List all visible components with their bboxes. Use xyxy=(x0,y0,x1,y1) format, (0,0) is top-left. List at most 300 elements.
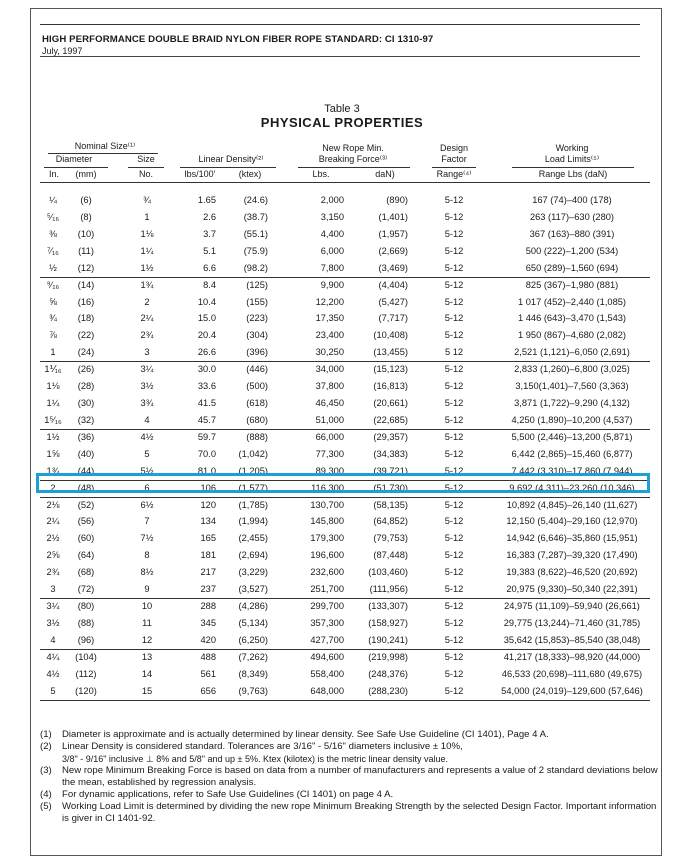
header-design: Design xyxy=(439,143,468,153)
footnote-key: (1) xyxy=(40,729,52,740)
cell-wll-range: 46,533 (20,698)–111,680 (49,675) xyxy=(501,668,643,679)
cell-ktex: (7,262) xyxy=(238,651,268,662)
cell-lbs100: 20.4 xyxy=(197,330,216,341)
cell-lbs100: 1.65 xyxy=(197,195,216,205)
cell-breaking-lbs: 145,800 xyxy=(310,516,344,527)
cell-ktex: (4,286) xyxy=(238,601,268,612)
cell-breaking-dan: (1,401) xyxy=(378,211,408,222)
cell-breaking-dan: (13,455) xyxy=(373,347,408,358)
cell-breaking-lbs: 427,700 xyxy=(310,634,344,645)
cell-breaking-dan: (34,383) xyxy=(373,448,408,459)
cell-diameter: ¾ xyxy=(49,313,57,324)
footnote xyxy=(40,801,660,825)
cell-diameter: 3 xyxy=(50,584,56,595)
cell-ktex: (2,694) xyxy=(238,550,268,561)
footnote-text: Diameter is approximate and is actually determined by linear density. See Safe Use Guideline (CI 1401), Page 4 A. xyxy=(62,729,549,740)
cell-ktex: (223) xyxy=(246,313,268,324)
cell-mm: (22) xyxy=(77,330,95,341)
cell-lbs100: 45.7 xyxy=(197,414,216,425)
header-ktex: (ktex) xyxy=(238,169,262,179)
cell-diameter: 3½ xyxy=(46,618,60,628)
cell-diameter: 4 xyxy=(50,634,56,645)
row-divider xyxy=(40,361,650,362)
header-breaking-line1: New Rope Min. xyxy=(322,143,384,153)
cell-diameter: 2¼ xyxy=(46,516,60,527)
cell-mm: (30) xyxy=(77,398,95,409)
cell-diameter: ⅝ xyxy=(49,296,57,307)
cell-size: 1 xyxy=(144,211,150,222)
cell-breaking-dan: (79,753) xyxy=(373,533,408,544)
cell-mm: (28) xyxy=(77,381,95,392)
footnote xyxy=(40,765,660,789)
header-rule xyxy=(40,56,640,57)
cell-size: 12 xyxy=(141,634,153,645)
cell-lbs100: 237 xyxy=(200,584,216,595)
cell-size: 3 xyxy=(144,347,150,358)
cell-breaking-lbs: 89,300 xyxy=(315,465,344,476)
cell-mm: (104) xyxy=(75,651,97,662)
cell-lbs100: 30.0 xyxy=(197,364,216,375)
cell-ktex: (618) xyxy=(246,398,268,409)
footnotes xyxy=(40,729,660,825)
cell-lbs100: 288 xyxy=(200,601,216,612)
cell-breaking-dan: (190,241) xyxy=(368,634,408,645)
cell-diameter: 1⅛ xyxy=(46,381,60,392)
cell-size: 13 xyxy=(141,651,153,662)
cell-ktex: (1,785) xyxy=(238,499,268,510)
cell-size: 3¾ xyxy=(140,398,154,409)
cell-design-range: 5-12 xyxy=(444,330,464,341)
cell-lbs100: 3.7 xyxy=(203,228,216,239)
cell-design-range: 5-12 xyxy=(444,685,464,696)
cell-breaking-lbs: 299,700 xyxy=(310,601,344,612)
cell-ktex: (3,527) xyxy=(238,584,268,595)
cell-breaking-lbs: 17,350 xyxy=(315,313,344,324)
cell-ktex: (125) xyxy=(246,279,268,290)
cell-design-range: 5-12 xyxy=(444,601,464,612)
cell-diameter: ⅞ xyxy=(49,330,57,341)
cell-breaking-lbs: 46,450 xyxy=(315,398,344,409)
cell-ktex: (55.1) xyxy=(243,228,268,239)
cell-breaking-lbs: 2,000 xyxy=(320,195,344,205)
cell-wll-range: 10,892 (4,845)–26,140 (11,627) xyxy=(506,499,638,510)
cell-breaking-dan: (890) xyxy=(386,195,408,205)
cell-size: 7 xyxy=(144,516,150,527)
cell-breaking-lbs: 232,600 xyxy=(310,567,344,578)
cell-breaking-lbs: 558,400 xyxy=(310,668,344,679)
footnote-text: Working Load Limit is determined by dividing the new rope Minimum Breaking Strength by the selected Design Factor. Important information is giver in CI 1401-92. xyxy=(62,801,657,824)
cell-ktex: (888) xyxy=(246,431,268,442)
cell-design-range: 5-12 xyxy=(444,211,464,222)
cell-size: ¾ xyxy=(143,195,151,205)
cell-size: 2¾ xyxy=(140,330,154,341)
cell-size: 10 xyxy=(141,601,153,612)
cell-breaking-dan: (4,404) xyxy=(378,279,408,290)
cell-size: 3½ xyxy=(140,381,154,392)
cell-mm: (32) xyxy=(77,414,95,425)
cell-ktex: (2,455) xyxy=(238,533,268,544)
cell-design-range: 5-12 xyxy=(444,584,464,595)
cell-wll-range: 16,383 (7,287)–39,320 (17,490) xyxy=(506,550,638,561)
document-date: July, 1997 xyxy=(42,46,83,56)
cell-breaking-dan: (3,469) xyxy=(378,262,408,273)
header-rule-diameter xyxy=(44,167,108,168)
cell-design-range: 5-12 xyxy=(444,482,464,493)
cell-design-range: 5-12 xyxy=(444,262,464,273)
cell-breaking-dan: (39,721) xyxy=(373,465,408,476)
cell-design-range: 5 12 xyxy=(444,347,464,358)
cell-mm: (36) xyxy=(77,431,95,442)
cell-size: 8 xyxy=(144,550,150,561)
row-divider xyxy=(40,598,650,599)
header-breaking-line2: Breaking Force⁽³⁾ xyxy=(318,154,388,164)
footnote-text: For dynamic applications, refer to Safe Use Guidelines (CI 1401) on page 4 A. xyxy=(62,789,394,800)
cell-breaking-lbs: 77,300 xyxy=(315,448,344,459)
cell-breaking-dan: (15,123) xyxy=(373,364,408,375)
cell-design-range: 5-12 xyxy=(444,296,464,307)
cell-ktex: (38.7) xyxy=(243,211,268,222)
cell-wll-range: 1 950 (867)–4,680 (2,082) xyxy=(517,330,627,341)
cell-breaking-lbs: 251,700 xyxy=(310,584,344,595)
cell-size: 15 xyxy=(141,685,153,696)
cell-mm: (72) xyxy=(77,584,95,595)
cell-wll-range: 3,150(1,401)–7,560 (3,363) xyxy=(515,381,629,392)
cell-breaking-lbs: 30,250 xyxy=(315,347,344,358)
cell-diameter: 5 xyxy=(50,685,56,696)
cell-diameter: 1⅝ xyxy=(46,448,60,459)
cell-breaking-lbs: 34,000 xyxy=(315,364,344,375)
cell-ktex: (446) xyxy=(246,364,268,375)
cell-wll-range: 35,642 (15,853)–85,540 (38,048) xyxy=(503,634,641,645)
cell-mm: (11) xyxy=(78,245,94,256)
cell-breaking-lbs: 179,300 xyxy=(310,533,344,544)
cell-design-range: 5-12 xyxy=(444,279,464,290)
cell-ktex: (98.2) xyxy=(243,262,268,273)
cell-diameter: 2 xyxy=(50,482,56,493)
table-number: Table 3 xyxy=(324,103,360,115)
cell-lbs100: 165 xyxy=(200,533,216,544)
cell-mm: (10) xyxy=(77,228,95,239)
cell-breaking-dan: (1,957) xyxy=(378,228,408,239)
cell-breaking-dan: (22,685) xyxy=(373,414,408,425)
row-divider xyxy=(40,497,650,498)
cell-design-range: 5-12 xyxy=(444,431,464,442)
footnote-text: Linear Density is considered standard. Tolerances are 3/16" - 5/16" diameters inclusive ± 10%, xyxy=(62,741,463,752)
cell-design-range: 5-12 xyxy=(444,499,464,510)
cell-design-range: 5-12 xyxy=(444,651,464,662)
cell-mm: (6) xyxy=(80,195,92,205)
cell-diameter: 1⅟₁₆ xyxy=(44,364,62,375)
cell-wll-range: 367 (163)–880 (391) xyxy=(529,228,615,239)
cell-mm: (14) xyxy=(77,279,95,290)
cell-lbs100: 70.0 xyxy=(197,448,216,459)
header-nominal-size: Nominal Size⁽¹⁾ xyxy=(74,141,136,151)
header-range: Range⁽⁴⁾ xyxy=(436,169,472,179)
header-bottom-rule xyxy=(40,182,650,183)
footnote-key: (2) xyxy=(40,741,52,752)
cell-size: 14 xyxy=(141,668,153,679)
cell-breaking-dan: (2,669) xyxy=(378,245,408,256)
header-load-limits: Load Limits⁽⁵⁾ xyxy=(544,154,600,164)
cell-mm: (56) xyxy=(77,516,95,527)
cell-design-range: 5-12 xyxy=(444,228,464,239)
cell-mm: (60) xyxy=(77,533,95,544)
cell-size: 3¼ xyxy=(140,364,154,375)
cell-wll-range: 6,442 (2,865)–15,460 (6,877) xyxy=(511,448,633,459)
cell-breaking-dan: (20,661) xyxy=(373,398,408,409)
cell-lbs100: 345 xyxy=(200,618,216,628)
cell-mm: (112) xyxy=(75,668,97,679)
row-divider xyxy=(40,277,650,278)
cell-mm: (8) xyxy=(80,211,92,222)
cell-size: 6 xyxy=(144,482,150,493)
cell-diameter: 3¼ xyxy=(46,601,60,612)
table-title: PHYSICAL PROPERTIES xyxy=(260,115,424,130)
cell-breaking-lbs: 12,200 xyxy=(315,296,344,307)
cell-ktex: (396) xyxy=(246,347,268,358)
cell-lbs100: 106 xyxy=(200,482,216,493)
cell-mm: (40) xyxy=(77,448,95,459)
cell-wll-range: 7,442 (3,310)–17,860 (7,944) xyxy=(511,465,633,476)
header-size: Size xyxy=(137,154,155,164)
cell-design-range: 5-12 xyxy=(444,381,464,392)
cell-breaking-lbs: 116,300 xyxy=(311,482,344,493)
cell-diameter: 1¾ xyxy=(46,465,60,476)
cell-ktex: (1,042) xyxy=(238,448,268,459)
header-factor: Factor xyxy=(441,154,467,164)
cell-breaking-lbs: 66,000 xyxy=(315,431,344,442)
cell-design-range: 5-12 xyxy=(444,313,464,324)
cell-design-range: 5-12 xyxy=(444,195,464,205)
footnote-text: New rope Minimum Breaking Force is based on data from a number of manufacturers and represents a value of 2 standard deviations below the mean, established by regression analysis. xyxy=(62,765,658,788)
cell-design-range: 5-12 xyxy=(444,618,464,628)
cell-diameter: 1⁵⁄₁₆ xyxy=(44,414,62,425)
cell-breaking-dan: (16,813) xyxy=(373,381,408,392)
footnote-key: (3) xyxy=(40,765,52,776)
cell-breaking-dan: (29,357) xyxy=(373,431,408,442)
cell-mm: (26) xyxy=(77,364,95,375)
document-title: HIGH PERFORMANCE DOUBLE BRAID NYLON FIBER ROPE STANDARD: CI 1310-97 xyxy=(42,34,434,45)
cell-diameter: ½ xyxy=(49,262,57,273)
cell-breaking-dan: (64,852) xyxy=(373,516,408,527)
cell-diameter: 4½ xyxy=(46,668,60,679)
cell-lbs100: 8.4 xyxy=(203,279,216,290)
cell-mm: (120) xyxy=(75,685,97,696)
cell-lbs100: 81.0 xyxy=(197,465,216,476)
footnote-text: 3/8" - 9/16" inclusive ⊥ 8% and 5/8" and up ± 5%. Ktex (kilotex) is the metric linear density value. xyxy=(62,754,449,764)
cell-lbs100: 59.7 xyxy=(197,431,216,442)
cell-diameter: ¼ xyxy=(49,195,57,205)
cell-mm: (68) xyxy=(77,567,95,578)
cell-lbs100: 120 xyxy=(200,499,216,510)
cell-wll-range: 14,942 (6,646)–35,860 (15,951) xyxy=(506,533,638,544)
cell-diameter: 2⅛ xyxy=(46,499,60,510)
cell-ktex: (500) xyxy=(246,381,268,392)
cell-breaking-dan: (5,427) xyxy=(378,296,408,307)
footnote-key: (4) xyxy=(40,789,52,800)
cell-ktex: (680) xyxy=(246,414,268,425)
cell-size: 2 xyxy=(144,296,150,307)
cell-breaking-lbs: 23,400 xyxy=(315,330,344,341)
cell-breaking-dan: (51,730) xyxy=(373,482,408,493)
cell-wll-range: 12,150 (5,404)–29,160 (12,970) xyxy=(506,516,638,527)
cell-mm: (16) xyxy=(77,296,95,307)
footnote xyxy=(40,729,660,741)
cell-size: 11 xyxy=(142,618,152,628)
cell-ktex: (1,577) xyxy=(238,482,268,493)
header-mm: (mm) xyxy=(75,169,97,179)
cell-design-range: 5-12 xyxy=(444,364,464,375)
cell-diameter: 2⅝ xyxy=(46,550,60,561)
cell-size: 2¼ xyxy=(140,313,154,324)
cell-size: 8½ xyxy=(140,567,154,578)
cell-breaking-dan: (58,135) xyxy=(373,499,408,510)
cell-diameter: 1 xyxy=(50,347,56,358)
cell-breaking-lbs: 6,000 xyxy=(320,245,344,256)
header-no: No. xyxy=(138,169,153,179)
header-rule-density xyxy=(180,167,276,168)
cell-design-range: 5-12 xyxy=(444,668,464,679)
header-rule-wll xyxy=(512,167,634,168)
cell-wll-range: 500 (222)–1,200 (534) xyxy=(525,245,619,256)
cell-breaking-dan: (288,230) xyxy=(368,685,408,696)
footnote xyxy=(40,741,660,753)
cell-lbs100: 2.6 xyxy=(203,211,216,222)
footnote xyxy=(40,789,660,801)
header-lbs100: lbs/100' xyxy=(184,169,216,179)
cell-wll-range: 20,975 (9,330)–50,340 (22,391) xyxy=(506,584,638,595)
cell-mm: (12) xyxy=(77,262,95,273)
cell-ktex: (9,763) xyxy=(238,685,268,696)
cell-wll-range: 825 (367)–1,980 (881) xyxy=(525,279,619,290)
cell-mm: (80) xyxy=(77,601,95,612)
footnote-key: (5) xyxy=(40,801,52,812)
cell-mm: (48) xyxy=(77,482,95,493)
cell-wll-range: 2,521 (1,121)–6,050 (2,691) xyxy=(514,347,630,358)
cell-lbs100: 26.6 xyxy=(197,347,216,358)
cell-breaking-lbs: 4,400 xyxy=(320,228,344,239)
cell-size: 6½ xyxy=(140,499,154,510)
cell-lbs100: 561 xyxy=(200,668,216,679)
cell-ktex: (6,250) xyxy=(238,634,268,645)
cell-breaking-dan: (158,927) xyxy=(368,618,408,628)
cell-size: 1¼ xyxy=(140,245,154,256)
cell-ktex: (1,205) xyxy=(238,465,268,476)
cell-wll-range: 2,833 (1,260)–6,800 (3,025) xyxy=(514,364,630,375)
cell-breaking-lbs: 494,600 xyxy=(310,651,344,662)
footnote-continuation xyxy=(40,753,660,765)
cell-mm: (96) xyxy=(77,634,95,645)
header-in: In. xyxy=(48,169,59,179)
cell-design-range: 5-12 xyxy=(444,448,464,459)
cell-ktex: (24.6) xyxy=(243,195,268,205)
cell-mm: (18) xyxy=(77,313,95,324)
cell-diameter: 1¼ xyxy=(46,398,60,409)
cell-breaking-lbs: 7,800 xyxy=(320,262,344,273)
cell-breaking-lbs: 9,900 xyxy=(320,279,344,290)
header-working: Working xyxy=(555,143,589,153)
cell-diameter: 4¼ xyxy=(46,651,60,662)
cell-lbs100: 6.6 xyxy=(203,262,216,273)
cell-size: 4½ xyxy=(140,431,154,442)
cell-lbs100: 488 xyxy=(200,651,216,662)
cell-lbs100: 33.6 xyxy=(197,381,216,392)
header-diameter: Diameter xyxy=(55,154,93,164)
cell-lbs100: 41.5 xyxy=(197,398,216,409)
cell-wll-range: 5,500 (2,446)–13,200 (5,871) xyxy=(511,431,633,442)
cell-design-range: 5-12 xyxy=(444,634,464,645)
cell-breaking-dan: (10,408) xyxy=(373,330,408,341)
cell-mm: (52) xyxy=(77,499,95,510)
header-rule-breaking xyxy=(298,167,410,168)
cell-ktex: (1,994) xyxy=(238,516,268,527)
row-divider xyxy=(40,429,650,430)
cell-lbs100: 656 xyxy=(200,685,216,696)
cell-breaking-dan: (133,307) xyxy=(368,601,408,612)
cell-diameter: ⁵⁄₁₆ xyxy=(46,211,60,222)
cell-mm: (64) xyxy=(77,550,95,561)
cell-wll-range: 4,250 (1,890)–10,200 (4,537) xyxy=(511,414,633,425)
cell-diameter: ⁷⁄₁₆ xyxy=(47,245,59,256)
row-divider xyxy=(40,649,650,650)
cell-size: 1½ xyxy=(140,262,154,273)
cell-wll-range: 1 446 (643)–3,470 (1,543) xyxy=(517,313,627,324)
cell-size: 5½ xyxy=(140,465,154,476)
cell-breaking-lbs: 3,150 xyxy=(320,211,344,222)
cell-ktex: (5,134) xyxy=(238,618,268,628)
cell-lbs100: 5.1 xyxy=(203,245,216,256)
cell-size: 9 xyxy=(144,584,150,595)
cell-ktex: (3,229) xyxy=(238,567,268,578)
cell-breaking-lbs: 357,300 xyxy=(310,618,344,628)
cell-breaking-dan: (248,376) xyxy=(368,668,408,679)
cell-design-range: 5-12 xyxy=(444,516,464,527)
cell-wll-range: 29,775 (13,244)–71,460 (31,785) xyxy=(503,618,641,628)
header-linear-density: Linear Density⁽²⁾ xyxy=(198,154,264,164)
cell-size: 5 xyxy=(144,448,150,459)
cell-breaking-dan: (7,717) xyxy=(378,313,408,324)
cell-wll-range: 263 (117)–630 (280) xyxy=(529,211,615,222)
cell-lbs100: 134 xyxy=(200,516,216,527)
cell-size: 1⅛ xyxy=(140,228,154,239)
cell-design-range: 5-12 xyxy=(444,550,464,561)
cell-ktex: (155) xyxy=(246,296,268,307)
cell-wll-range: 3,871 (1,722)–9,290 (4,132) xyxy=(514,398,630,409)
cell-mm: (88) xyxy=(77,618,95,628)
cell-wll-range: 167 (74)–400 (178) xyxy=(532,195,612,205)
header-lbs: Lbs. xyxy=(312,169,330,179)
cell-ktex: (75.9) xyxy=(243,245,268,256)
cell-breaking-dan: (219,998) xyxy=(368,651,408,662)
cell-design-range: 5-12 xyxy=(444,465,464,476)
cell-design-range: 5-12 xyxy=(444,533,464,544)
cell-breaking-lbs: 37,800 xyxy=(315,381,344,392)
cell-wll-range: 54,000 (24,019)–129,600 (57,646) xyxy=(501,685,643,696)
cell-breaking-dan: (87,448) xyxy=(373,550,408,561)
cell-lbs100: 181 xyxy=(200,550,216,561)
cell-wll-range: 19,383 (8,622)–46,520 (20,692) xyxy=(506,567,638,578)
cell-diameter: 1½ xyxy=(46,431,60,442)
cell-design-range: 5-12 xyxy=(444,567,464,578)
cell-size: 4 xyxy=(144,414,150,425)
cell-diameter: 2¾ xyxy=(46,567,60,578)
highlighted-row-frame xyxy=(36,473,650,493)
cell-wll-range: 9,692 (4,311)–23,260 (10,346) xyxy=(509,482,635,493)
header-wll-range: Range Lbs (daN) xyxy=(538,169,608,179)
cell-design-range: 5-12 xyxy=(444,245,464,256)
header-rule-size xyxy=(128,167,164,168)
cell-breaking-dan: (111,956) xyxy=(369,584,408,595)
